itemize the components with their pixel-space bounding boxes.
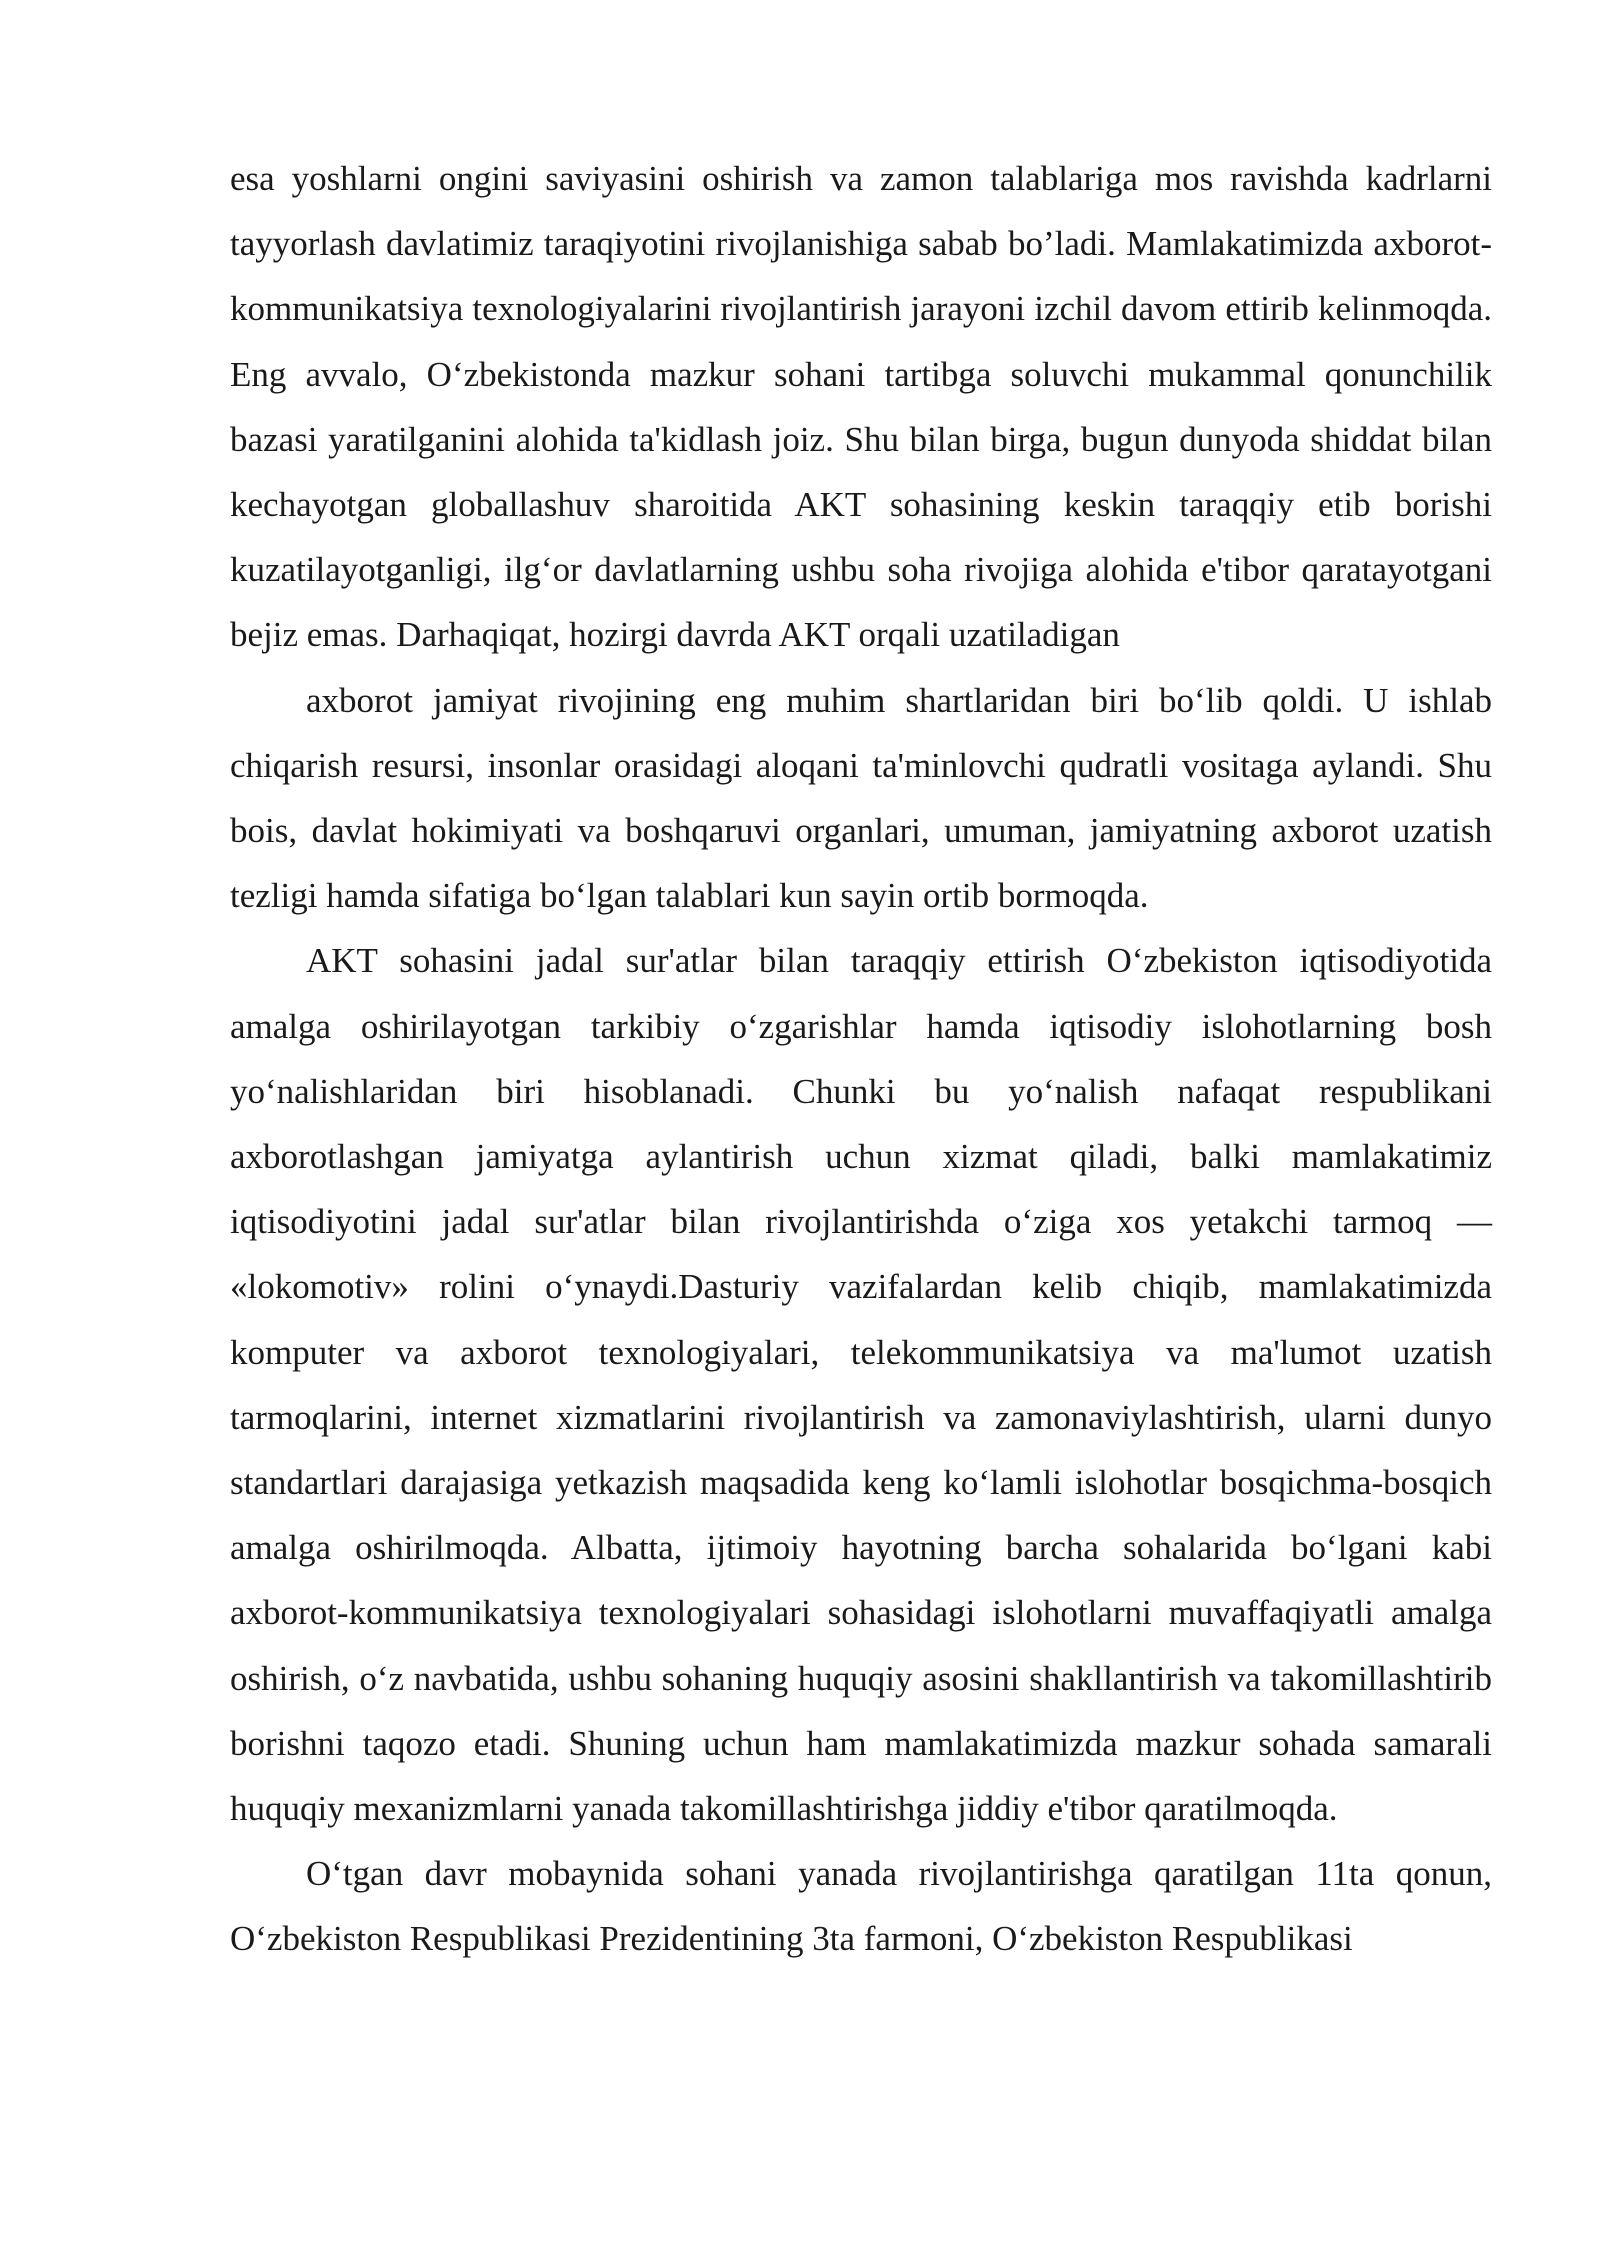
paragraph-3: AKT sohasini jadal sur'atlar bilan taraqqiy ettirish O‘zbekiston iqtisodiyotida amalga oshirilayotgan tarkibiy o‘zgarishlar hamda iqtisodiy islohotlarning bosh yo‘nalishlaridan biri hisoblanadi. Chunki bu yo‘nalish nafaqat respublikani axborotlashgan jamiyatga aylantirish uchun xizmat qiladi, balki mamlakatimiz iqtisodiyotini jadal sur'atlar bilan rivojlantirishda o‘ziga xos yetakchi tarmoq — «lokomotiv» rolini o‘ynaydi.Dasturiy vazifalardan kelib chiqib, mamlakatimizda komputer va axborot texnologiyalari, telekommunikatsiya va ma'lumot uzatish tarmoqlarini, internet xizmatlarini rivojlantirish va zamonaviylashtirish, ularni dunyo standartlari darajasiga yetkazish maqsadida keng ko‘lamli islohotlar bosqichma-bosqich amalga oshirilmoqda. Albatta, ijtimoiy hayotning barcha sohalarida bo‘lgani kabi axborot-kommunikatsiya texnologiyalari sohasidagi islohotlarni muvaffaqiyatli amalga oshirish, o‘z navbatida, ushbu sohaning huquqiy asosini shakllantirish va takomillashtirib borishni taqozo etadi. Shuning uchun ham mamlakatimizda mazkur sohada samarali huquqiy mexanizmlarni yanada takomillashtirishga jiddiy e'tibor qaratilmoqda. [230, 941, 1492, 1829]
paragraph-1: esa yoshlarni ongini saviyasini oshirish va zamon talablariga mos ravishda kadrlarni tayyorlash davlatimiz taraqiyotini rivojlanishiga sabab bo’ladi. Mamlakatimizda axborot-kommunikatsiya texnologiyalarini rivojlantirish jarayoni izchil davom ettirib kelinmoqda. Eng avvalo, O‘zbekistonda mazkur sohani tartibga soluvchi mukammal qonunchilik bazasi yaratilganini alohida ta'kidlash joiz. Shu bilan birga, bugun dunyoda shiddat bilan kechayotgan globallashuv sharoitida AKT sohasining keskin taraqqiy etib borishi kuzatilayotganligi, ilg‘or davlatlarning ushbu soha rivojiga alohida e'tibor qaratayotgani bejiz emas. Darhaqiqat, hozirgi davrda AKT orqali uzatiladigan [230, 159, 1492, 655]
document-body [230, 146, 1492, 1972]
paragraph-2: axborot jamiyat rivojining eng muhim shartlaridan biri bo‘lib qoldi. U ishlab chiqarish resursi, insonlar orasidagi aloqani ta'minlovchi qudratli vositaga aylandi. Shu bois, davlat hokimiyati va boshqaruvi organlari, umuman, jamiyatning axborot uzatish tezligi hamda sifatiga bo‘lgan talablari kun sayin ortib bormoqda. [230, 680, 1492, 916]
paragraph-4: O‘tgan davr mobaynida sohani yanada rivojlantirishga qaratilgan 11ta qonun, O‘zbekiston Respublikasi Prezidentining 3ta farmoni, O‘zbekiston Respublikasi [230, 1854, 1492, 1959]
